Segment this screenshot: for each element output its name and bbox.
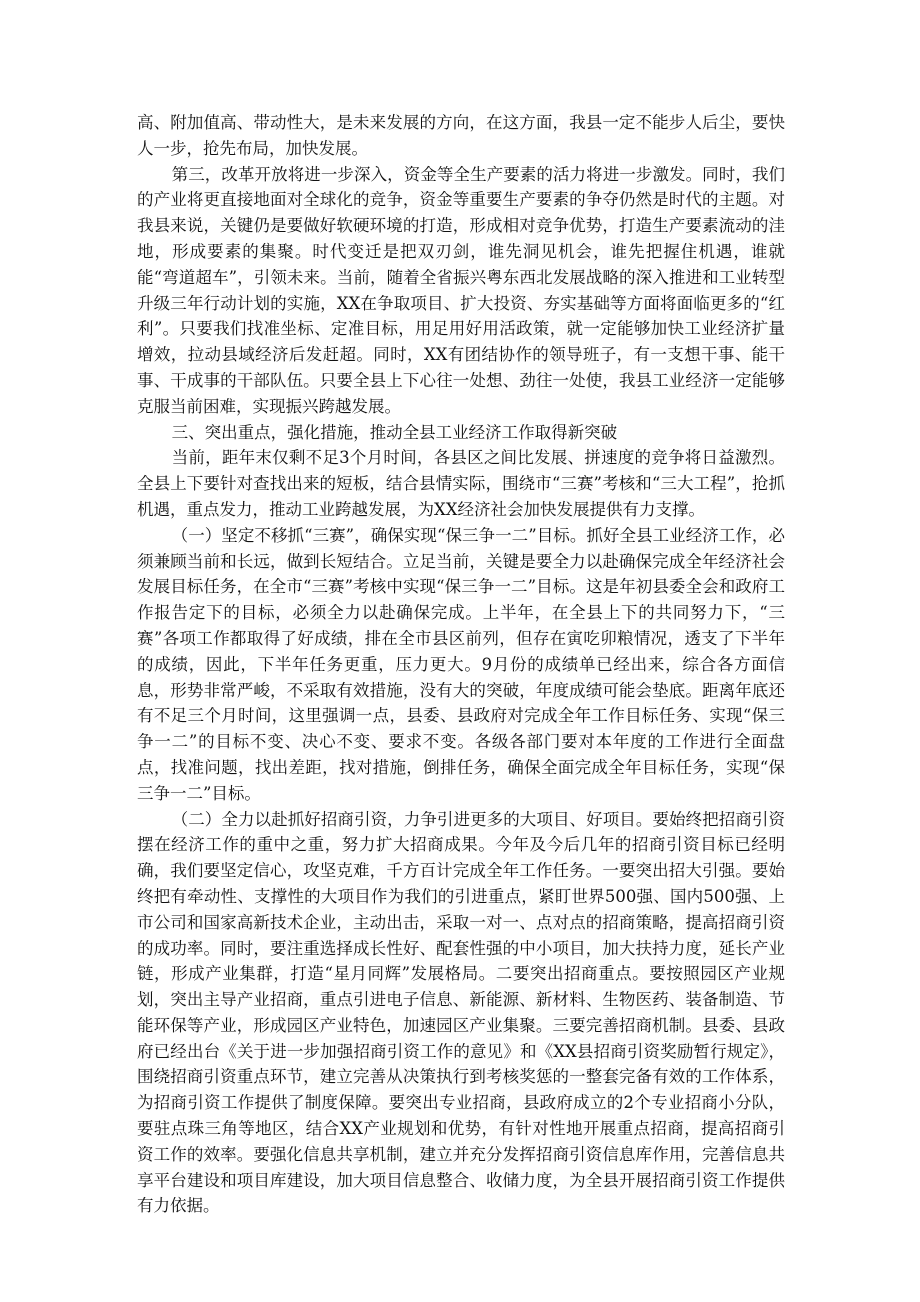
paragraph-continuation: 高、附加值高、带动性大，是未来发展的方向，在这方面，我县一定不能步人后尘，要快人一步，抢先布局，加快发展。 <box>137 113 785 158</box>
paragraph-item-one: （一）坚定不移抓“三赛”，确保实现“保三争一二”目标。抓好全县工业经济工作，必须兼顾当前和长远，做到长短结合。立足当前，关键是要全力以赴确保完成全年经济社会发展目标任务，在全市“三赛”考核中实现“保三争一二”目标。这是年初县委全会和政府工作报告定下的目标，必须全力以赴确保完成。上半年，在全县上下的共同努力下，“三赛”各项工作都取得了好成绩，排在全市县区前列，但存在寅吃卯粮情况，透支了下半年的成绩，因此，下半年任务更重，压力更大。9月份的成绩单已经出来，综合各方面信息，形势非常严峻，不采取有效措施，没有大的突破，年度成绩可能会垫底。距离年底还有不足三个月时间，这里强调一点，县委、县政府对完成全年工作目标任务、实现“保三争一二”的目标不变、决心不变、要求不变。各级各部门要对本年度的工作进行全面盘点，找准问题，找出差距，找对措施，倒排任务，确保全面完成全年目标任务，实现“保三争一二”目标。 <box>137 525 785 803</box>
paragraph-item-two: （二）全力以赴抓好招商引资，力争引进更多的大项目、好项目。要始终把招商引资摆在经济工作的重中之重，努力扩大招商成果。今年及今后几年的招商引资目标已经明确，我们要坚定信心，攻坚克难，千方百计完成全年工作任务。一要突出招大引强。要始终把有牵动性、支撑性的大项目作为我们的引进重点，紧盯世界500强、国内500强、上市公司和国家高新技术企业，主动出击，采取一对一、点对点的招商策略，提高招商引资的成功率。同时，要注重选择成长性好、配套性强的中小项目，加大扶持力度，延长产业链，形成产业集群，打造“星月同辉”发展格局。二要突出招商重点。要按照园区产业规划，突出主导产业招商，重点引进电子信息、新能源、新材料、生物医药、装备制造、节能环保等产业，形成园区产业特色，加速园区产业集聚。三要完善招商机制。县委、县政府已经出台《关于进一步加强招商引资工作的意见》和《XX县招商引资奖励暂行规定》，围绕招商引资重点环节，建立完善从决策执行到考核奖惩的一整套完备有效的工作体系，为招商引资工作提供了制度保障。要突出专业招商，县政府成立的2个专业招商小分队，要驻点珠三角等地区，结合XX产业规划和优势，有针对性地开展重点招商，提高招商引资工作的效率。要强化信息共享机制，建立并充分发挥招商引资信息库作用，完善信息共享平台建设和项目库建设，加大项目信息整合、收储力度，为全县开展招商引资工作提供有力依据。 <box>137 809 785 1216</box>
paragraph-reform-opening: 第三，改革开放将进一步深入，资金等全生产要素的活力将进一步激发。同时，我们的产业将更直接地面对全球化的竞争，资金等重要生产要素的争夺仍然是时代的主题。对我县来说，关键仍是要做好软硬环境的打造，形成相对竞争优势，打造生产要素流动的洼地，形成要素的集聚。时代变迁是把双刃剑，谁先洞见机会，谁先把握住机遇，谁就能“弯道超车”，引领未来。当前，随着全省振兴粤东西北发展战略的深入推进和工业转型升级三年行动计划的实施，XX在争取项目、扩大投资、夯实基础等方面将面临更多的“红利”。只要我们找准坐标、定准目标，用足用好用活政策，就一定能够加快工业经济扩量增效，拉动县域经济后发赶超。同时，XX有团结协作的领导班子，有一支想干事、能干事、干成事的干部队伍。只要全县上下心往一处想、劲往一处使，我县工业经济一定能够克服当前困难，实现振兴跨越发展。 <box>137 164 785 416</box>
section-heading-three: 三、突出重点，强化措施，推动全县工业经济工作取得新突破 <box>171 422 618 442</box>
paragraph-current-situation: 当前，距年末仅剩不足3个月时间，各县区之间比发展、拼速度的竞争将日益激烈。全县上下要针对查找出来的短板，结合县情实际，围绕市“三赛”考核和“三大工程”，抢抓机遇，重点发力，推动工业跨越发展，为XX经济社会加快发展提供有力支撑。 <box>137 448 785 519</box>
document-page <box>137 110 785 1219</box>
